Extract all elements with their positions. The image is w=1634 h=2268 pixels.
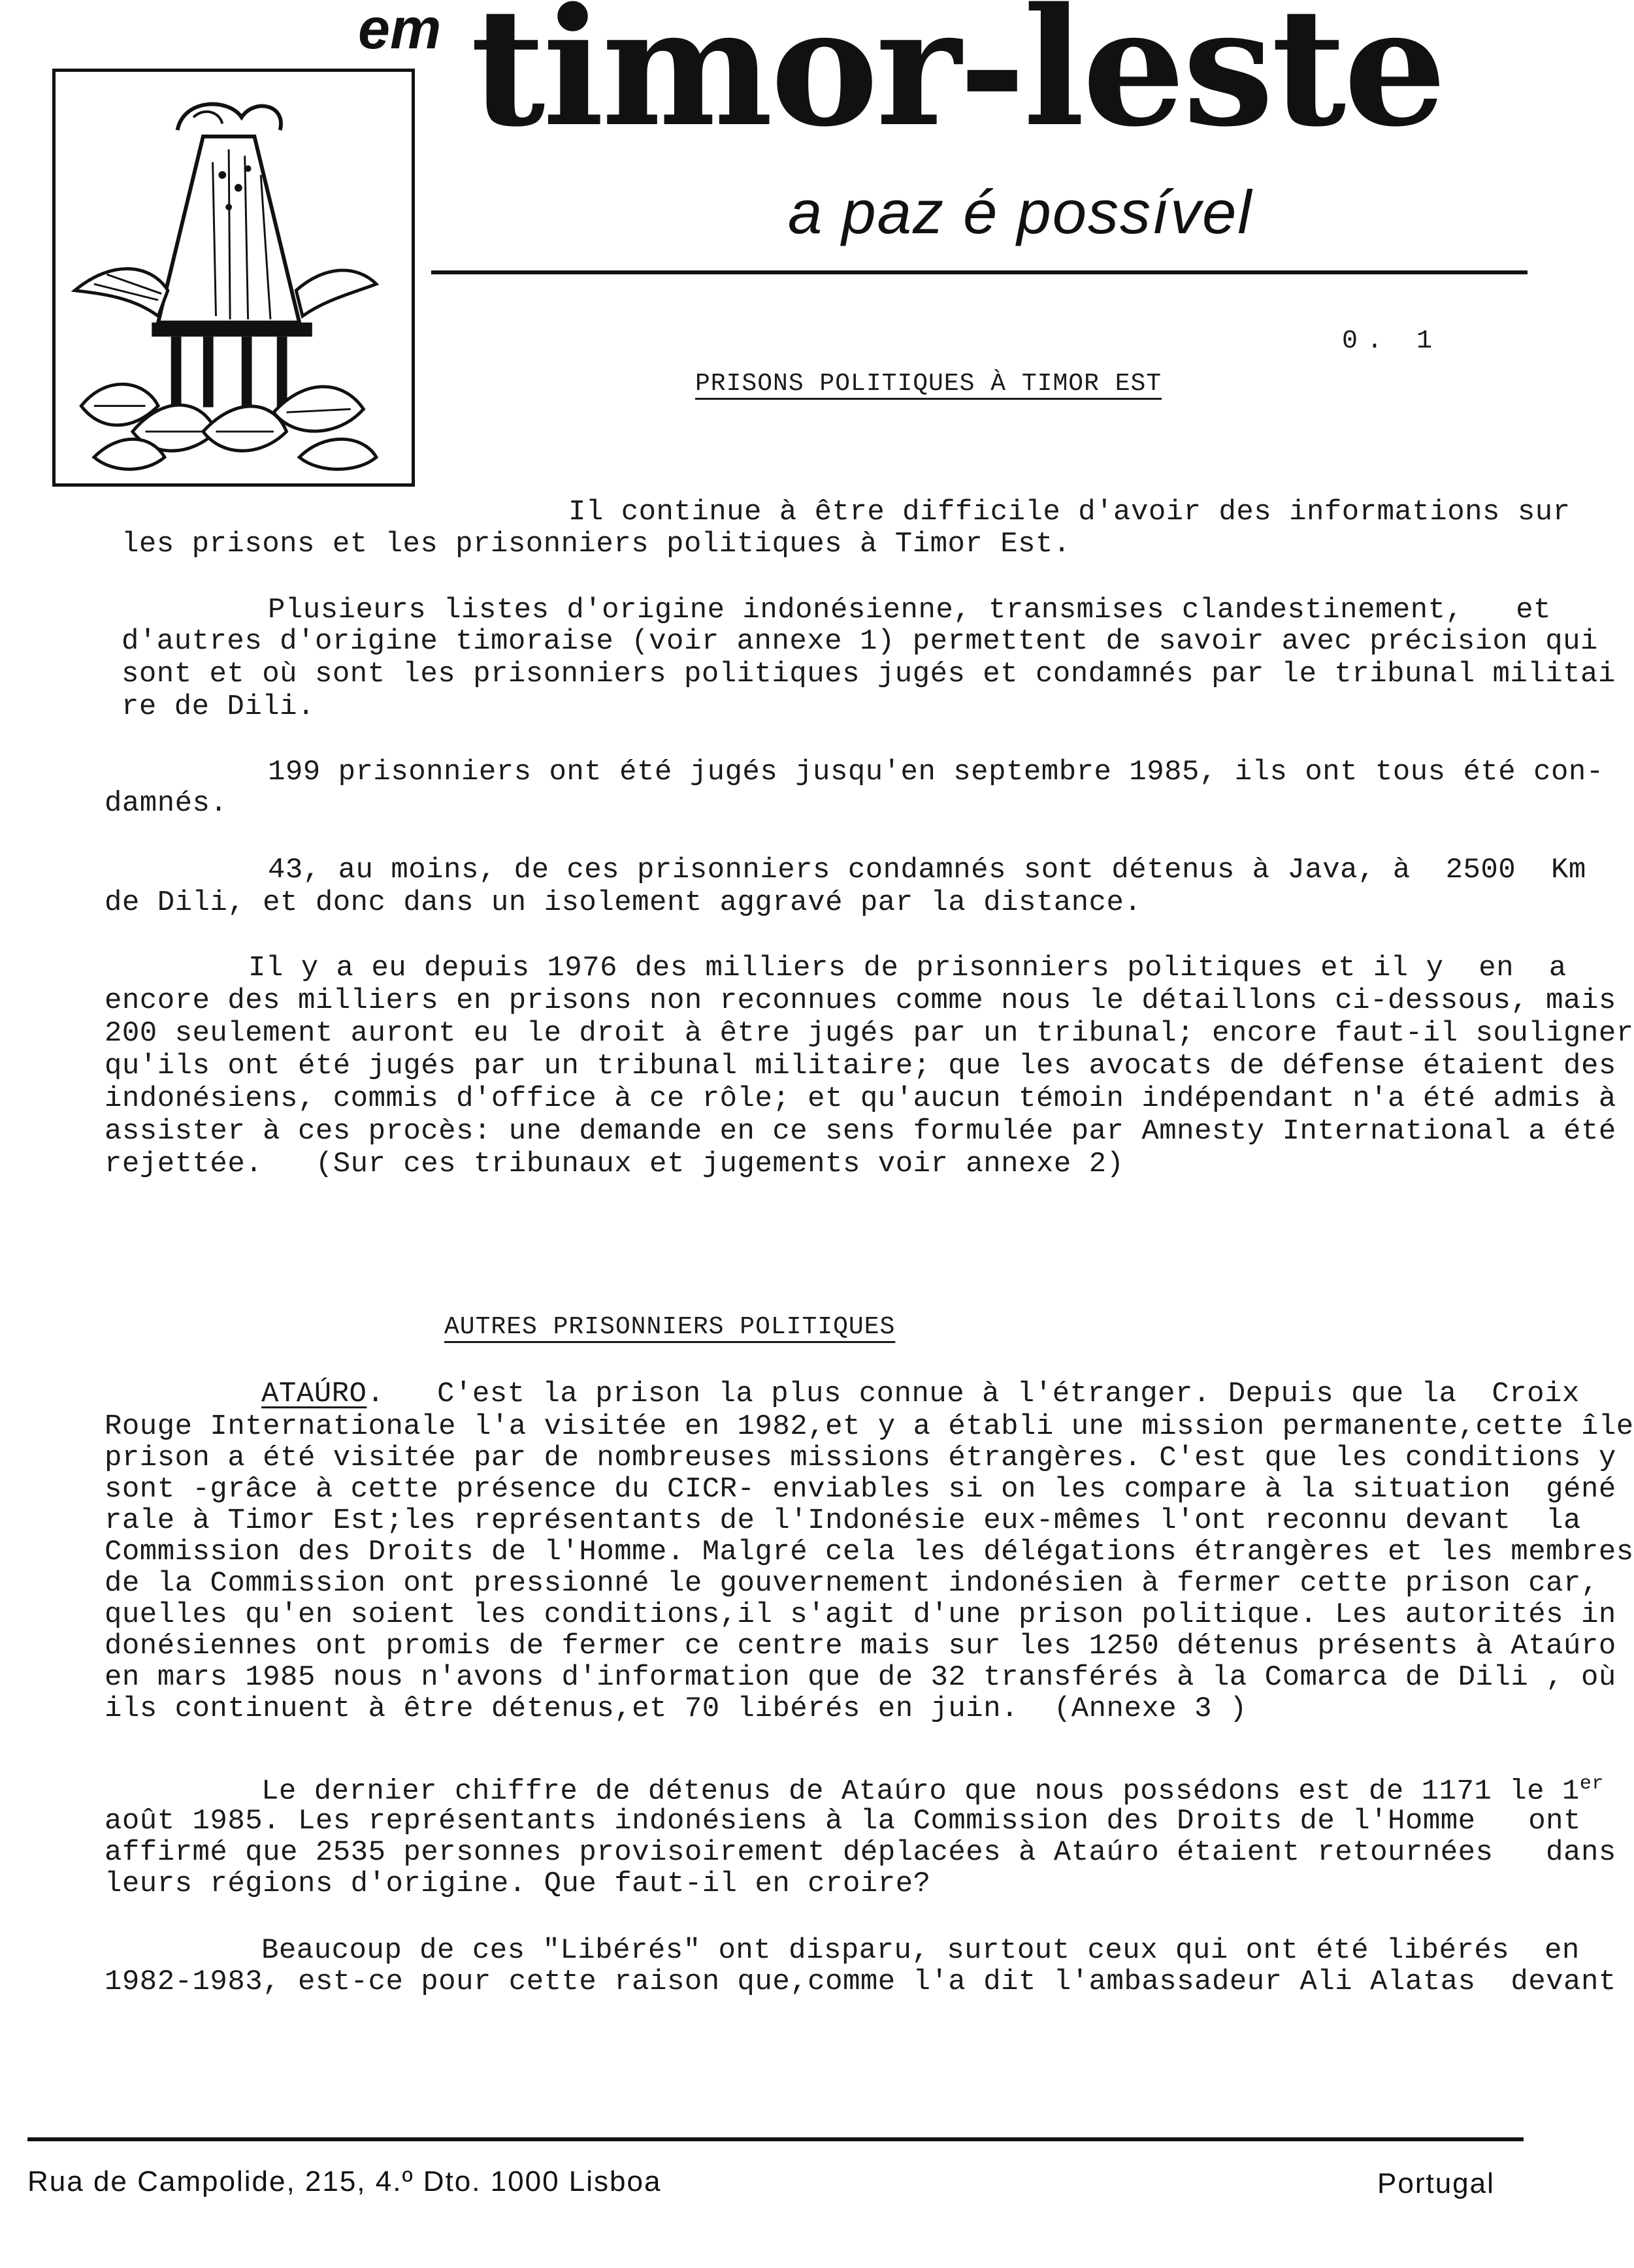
p8-line-1: Beaucoup de ces "Libérés" ont disparu, surtout ceux qui ont été libérés en — [261, 1934, 1580, 1967]
p6-line-8: quelles qu'en soient les conditions,il s'agit d'une prison politique. Les autorités in — [105, 1598, 1616, 1631]
p2-line-4: re de Dili. — [122, 690, 315, 723]
p5-line-6: assister à ces procès: une demande en ce sens formulée par Amnesty International a été — [105, 1115, 1616, 1148]
p6-line-3: prison a été visitée par de nombreuses missions étrangères. C'est que les conditions y — [105, 1442, 1616, 1474]
p5-line-3: 200 seulement auront eu le droit à être jugés par un tribunal; encore faut-il souligner — [105, 1017, 1634, 1050]
p4-line-1: 43, au moins, de ces prisonniers condamnés sont détenus à Java, à 2500 Km — [268, 854, 1586, 886]
masthead-title: timor-leste — [470, 0, 1445, 163]
p6-line-5: rale à Timor Est;les représentants de l'Indonésie eux-mêmes l'ont reconnu devant la — [105, 1504, 1581, 1537]
p2-line-2: d'autres d'origine timoraise (voir annexe 1) permettent de savoir avec précision qui — [122, 625, 1598, 658]
p2-line-3: sont et où sont les prisonniers politiques jugés et condamnés par le tribunal militai — [122, 658, 1616, 690]
p5-line-1: Il y a eu depuis 1976 des milliers de prisonniers politiques et il y en a — [248, 952, 1567, 984]
footer-address: Rua de Campolide, 215, 4.º Dto. 1000 Lisboa — [27, 2165, 662, 2197]
p5-line-4: qu'ils ont été jugés par un tribunal militaire; que les avocats de défense étaient des — [105, 1050, 1616, 1082]
p1-line-1: Il continue à être difficile d'avoir des informations sur — [568, 496, 1571, 528]
p6-line-1 — [261, 1380, 1580, 1408]
footer-divider — [27, 2137, 1524, 2141]
p6-line-11: ils continuent à être détenus,et 70 libérés en juin. (Annexe 3 ) — [105, 1693, 1247, 1725]
p6-line-10: en mars 1985 nous n'avons d'information que de 32 transférés à la Comarca de Dili , où — [105, 1661, 1616, 1694]
p7-line-4: leurs régions d'origine. Que faut-il en croire? — [105, 1868, 931, 1900]
p1-line-2: les prisons et les prisonniers politiques à Timor Est. — [122, 528, 1071, 560]
p6-line-2: Rouge Internationale l'a visitée en 1982,et y a établi une mission permanente,cette île — [105, 1410, 1634, 1443]
footer-country: Portugal — [1377, 2167, 1495, 2199]
p6-keyword: ATAÚRO — [261, 1378, 367, 1410]
p8-line-2: 1982-1983, est-ce pour cette raison que,comme l'a dit l'ambassadeur Ali Alatas devant — [105, 1966, 1616, 1998]
p7-line-1-text: Le dernier chiffre de détenus de Ataúro que nous possédons est de 1171 le 1 — [261, 1775, 1580, 1808]
header-divider — [431, 270, 1528, 274]
masthead-slogan: a paz é possível — [788, 178, 1253, 246]
section-title: AUTRES PRISONNIERS POLITIQUES — [444, 1313, 896, 1341]
p5-line-5: indonésiens, commis d'office à ce rôle; et qu'aucun témoin indépendant n'a été admis à — [105, 1082, 1616, 1115]
p3-line-2: damnés. — [105, 787, 228, 820]
masthead-em: em — [358, 0, 442, 61]
p4-line-2: de Dili, et donc dans un isolement aggravé par la distance. — [105, 886, 1142, 919]
p7-line-1 — [261, 1774, 1604, 1806]
p2-line-1: Plusieurs listes d'origine indonésienne, transmises clandestinement, et — [268, 594, 1552, 626]
p6-line-1-rest: . C'est la prison la plus connue à l'étranger. Depuis que la Croix — [367, 1378, 1580, 1410]
p6-line-7: de la Commission ont pressionné le gouvernement indonésien à fermer cette prison car, — [105, 1567, 1599, 1600]
traditional-house-drawing — [56, 72, 412, 483]
logo-illustration — [52, 69, 415, 487]
p3-line-1: 199 prisonniers ont été jugés jusqu'en septembre 1985, ils ont tous été con- — [268, 756, 1604, 788]
p5-line-7: rejettée. (Sur ces tribunaux et jugements voir annexe 2) — [105, 1148, 1124, 1180]
p6-line-4: sont -grâce à cette présence du CICR- enviables si on les compare à la situation géné — [105, 1473, 1616, 1506]
p6-line-6: Commission des Droits de l'Homme. Malgré cela les délégations étrangères et les membres — [105, 1536, 1634, 1568]
p5-line-2: encore des milliers en prisons non reconnues comme nous le détaillons ci-dessous, mais — [105, 984, 1616, 1017]
p7-line-2: août 1985. Les représentants indonésiens à la Commission des Droits de l'Homme ont — [105, 1805, 1581, 1838]
document-title: PRISONS POLITIQUES À TIMOR EST — [695, 370, 1162, 398]
p7-superscript: er — [1579, 1773, 1604, 1795]
page-number: 0. 1 — [1342, 327, 1442, 356]
p6-line-9: donésiennes ont promis de fermer ce centre mais sur les 1250 détenus présents à Ataúro — [105, 1630, 1616, 1662]
p7-line-3: affirmé que 2535 personnes provisoirement déplacées à Ataúro étaient retournées dans — [105, 1836, 1616, 1869]
